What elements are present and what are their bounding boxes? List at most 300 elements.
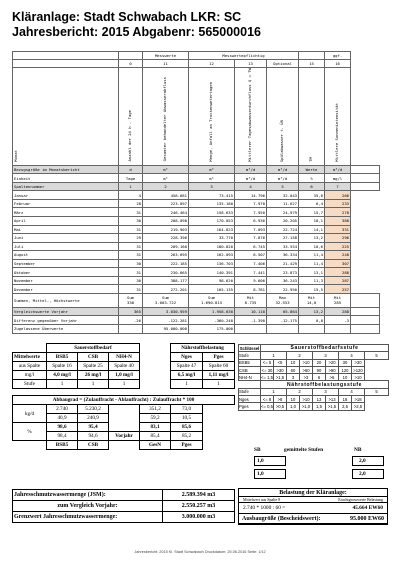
cell: Mit 285 [325, 293, 351, 307]
stufe-head-row [239, 388, 389, 395]
stufe-threshold: 1,0 [287, 403, 300, 410]
kgd-label: kg/d [13, 405, 47, 423]
report-header [12, 10, 392, 40]
row-label: Einheit [13, 174, 119, 183]
month-cell: 288 [325, 268, 351, 277]
cell: Sum 1.690.815 [189, 293, 235, 307]
month-cell: 6,4 [299, 199, 325, 208]
stufe-threshold: 2,5 [339, 403, 352, 410]
stufe-head: 5 [365, 388, 389, 395]
stufe-head: 2 [287, 352, 313, 359]
abbau-footer-col: CSB [78, 441, 109, 450]
month-cell: 29 [119, 234, 143, 243]
stufe-threshold: >60 [300, 366, 313, 373]
abbau-footer-col: GesN [140, 441, 171, 450]
jsm-label: Jahresschmutzwassermenge (JSM): [13, 490, 163, 501]
month-name: Oktober [13, 268, 119, 277]
month-cell: 225 [325, 242, 351, 251]
value-csb: 26 mg/l [78, 371, 109, 380]
naehrstoff-title: Nährstoffbelastung [171, 344, 235, 353]
cell: 175.000 [189, 325, 235, 334]
schluessel-label: Schlüssel [239, 345, 260, 351]
col-csb: CSB [78, 353, 109, 362]
month-cell: 165.135 [189, 285, 235, 294]
stufe-head: 3 [313, 388, 339, 395]
month-cell: 33.554 [267, 242, 299, 251]
load-table [12, 343, 235, 389]
stufe-head: 3 [313, 352, 339, 359]
stufe-threshold: 10 [287, 359, 300, 366]
stufe-head-row [239, 352, 389, 359]
month-cell: 28 [119, 199, 143, 208]
cell: m³/d [235, 165, 267, 174]
cell: 65.864 [267, 307, 299, 316]
row-label: Spaltennummer [13, 182, 119, 191]
stufe-param: CSB [239, 366, 261, 373]
stufe-threshold: >8 [274, 396, 287, 403]
abbau-cell: 351,2 [140, 405, 171, 414]
cell: 0,8 [299, 316, 325, 325]
value-nh4n: 1,0 mg/l [109, 371, 140, 380]
month-cell: 7.970 [235, 199, 267, 208]
monthly-table [12, 51, 380, 334]
month-cell: 31 [119, 242, 143, 251]
row-label: Summen, Mittel-, Höchstwerte [13, 293, 119, 307]
stufe-threshold: 90 [313, 366, 326, 373]
month-cell: 10,6 [299, 242, 325, 251]
month-cell: 20.205 [267, 216, 299, 225]
abbau-cell: 2.740 [47, 405, 78, 414]
abbau-footer-col [109, 441, 140, 450]
cell: Max 32.553 [267, 293, 299, 307]
cell: Sum 338 [119, 293, 143, 307]
cell [351, 182, 380, 191]
stufe-threshold: >1,5 [274, 374, 287, 381]
col-pges: Pges [203, 353, 235, 362]
month-cell: 162.093 [189, 251, 235, 260]
month-cell: 7.406 [235, 259, 267, 268]
month-cell: 36.334 [267, 251, 299, 260]
value-pges: 1,11 mg/l [203, 371, 235, 380]
stufe-threshold: <= 8 [261, 396, 274, 403]
belastung-calc: 2.740 * 1000 : 60 = [243, 505, 286, 511]
month-cell: 287 [325, 276, 351, 285]
stufe-value: 1 [47, 380, 78, 389]
mittelwerte-label: Mittelwerte [13, 353, 47, 362]
month-row [13, 208, 380, 217]
cell [351, 316, 380, 325]
cell: 4 [235, 182, 267, 191]
month-cell: 170.053 [189, 216, 235, 225]
month-cell: 35,0 [299, 191, 325, 200]
ausbau-value: 95.000 EW60 [349, 516, 384, 522]
cell [351, 293, 380, 307]
month-name: März [13, 208, 119, 217]
abbaugrad-table [12, 395, 235, 450]
stufe-threshold: >10 [352, 374, 365, 381]
cell: -122.281 [143, 316, 189, 325]
row-label: Zugelassene Überwerte [13, 325, 119, 334]
cell: m³ [143, 165, 189, 174]
sb-label: SB [254, 447, 261, 453]
month-cell: 22.724 [267, 225, 299, 234]
abbau-footer-col: Pges [171, 441, 203, 450]
header-line-2: Jahresbericht: 2015 Abgabenr: 565000016 [12, 25, 261, 39]
cell: % [299, 174, 325, 183]
sauerstoff-stufe-title-row [239, 345, 389, 352]
abbau-cell: 98,4 [47, 432, 78, 441]
cell: m³/d [267, 174, 299, 183]
abbau-cell: 94,6 [78, 432, 109, 441]
belastung-sub-2: Erachtgrosswerte Belastung [338, 497, 383, 502]
jsm-limit-value: 3.000.000 m3 [163, 512, 235, 523]
abbau-cell: 85,2 [171, 432, 203, 441]
month-cell: 98.620 [189, 276, 235, 285]
naehrstoff-stufe-title: Nährstoffbelastungsstufe [261, 381, 389, 388]
month-cell: 222.185 [143, 259, 189, 268]
month-cell: 458.681 [143, 191, 189, 200]
month-row [13, 216, 380, 225]
ausbau-label: Ausbaugröße (Bescheidswert): [242, 516, 321, 522]
value-nges: 6,5 mg/l [171, 371, 203, 380]
abbaugrad-title: Abbaugrad = (Zulauffracht - Ablauffracht) : Zulauffracht * 100 [13, 396, 235, 405]
month-cell: 278 [325, 208, 351, 217]
cell: m³/d [325, 165, 351, 174]
month-cell: 15,5 [299, 285, 325, 294]
month-cell: 296 [325, 234, 351, 243]
month-cell: 30 [119, 259, 143, 268]
stufe-row [239, 374, 389, 381]
cell: -3 [325, 316, 351, 325]
month-name: August [13, 251, 119, 260]
jsm-prev-value: 2.550.257 m3 [163, 501, 235, 512]
stufe-threshold: >30 [352, 359, 365, 366]
month-cell: 27.158 [267, 234, 299, 243]
cell: 288 [325, 307, 351, 316]
cell: 3.030.959 [143, 307, 189, 316]
stufe-head: 1 [261, 388, 287, 395]
month-cell: 266 [325, 191, 351, 200]
stufe-threshold: >0,5 [274, 403, 287, 410]
stufe-param: BSB5 [239, 359, 261, 366]
cell: m³ [189, 174, 235, 183]
spalte-ref: Spalte 60 [203, 362, 235, 371]
stufe-head: 2 [287, 388, 313, 395]
abbau-cell: 5.230,2 [78, 405, 109, 414]
month-cell: 13,1 [299, 268, 325, 277]
month-cell: 24.979 [267, 208, 299, 217]
stufe-value: 1 [109, 380, 140, 389]
cell: -1.390 [235, 316, 267, 325]
month-cell: 11.627 [267, 199, 299, 208]
month-cell: 164.823 [189, 225, 235, 234]
cell [325, 325, 351, 334]
stufe-threshold: <= 30 [261, 367, 273, 373]
month-cell: 21.429 [267, 259, 299, 268]
month-name: April [13, 216, 119, 225]
stufe-threshold: 120 [339, 366, 352, 373]
month-cell: 11,4 [299, 251, 325, 260]
cell [351, 325, 380, 334]
gemittelte-title: gemittelte Stufen [284, 447, 324, 453]
month-cell: 33.770 [189, 234, 235, 243]
cell: 13,2 [299, 307, 325, 316]
stufe-threshold: <5 [274, 359, 287, 366]
cell: 95.000.000 [143, 325, 189, 334]
abbau-cell: 10,5 [171, 414, 203, 423]
header-code: 15 [299, 60, 325, 68]
code-row [13, 60, 380, 68]
month-row [13, 268, 380, 277]
col-header: Menge, Anfall an Trockenwetertagen [208, 82, 214, 162]
stufe-threshold: >10 [300, 359, 313, 366]
sb-value-2: 1,0 [254, 469, 286, 479]
jsm-value: 2.589.394 m3 [163, 490, 235, 501]
cell: 2 [143, 182, 189, 191]
stufe-param: Pges [239, 403, 261, 410]
units-row [13, 165, 380, 174]
month-cell: 7.093 [235, 225, 267, 234]
cell: Mit 14,0 [299, 293, 325, 307]
jsm-table [12, 489, 235, 523]
stufe-row [239, 359, 389, 366]
page-footer: Jahresbericht: 2015 Kl. Stadt Schwabach Druckdatum: 25.06.2016 Seite: 1/12 [134, 550, 266, 554]
stufe-threshold: 3 [287, 374, 300, 381]
month-cell: 23.873 [267, 268, 299, 277]
month-cell: 180.820 [189, 242, 235, 251]
cell: Werte [299, 165, 325, 174]
month-cell: 6.745 [235, 242, 267, 251]
month-name: Januar [13, 191, 119, 200]
stufe-param: Nges [239, 396, 261, 403]
stufe-threshold: 13 [313, 396, 326, 403]
month-cell: 7.950 [235, 208, 267, 217]
month-cell: 31 [119, 208, 143, 217]
row-label: Bezugsgröße im Monatsbericht [13, 165, 119, 174]
stufe-threshold: >18 [352, 396, 365, 403]
month-cell: 9.606 [235, 276, 267, 285]
nb-value: 2,0 [352, 456, 384, 466]
col-header: Spülabwasser t. ÜR [279, 119, 285, 162]
cell [267, 325, 299, 334]
cell [235, 325, 267, 334]
stufe-threshold: <= 1,5 [261, 374, 273, 380]
month-cell: 248 [325, 251, 351, 260]
cell: m³/d [235, 174, 267, 183]
abbau-cell: 85,6 [171, 423, 203, 432]
cell: 5 [267, 182, 299, 191]
stufe-threshold: 10 [339, 374, 352, 381]
stufe-head: Stufe [239, 352, 261, 359]
cell: -360.248 [189, 316, 235, 325]
month-cell: 158.633 [189, 208, 235, 217]
group-messwertepflichtig: Messwertepflichtig [189, 52, 299, 60]
month-cell: 18,1 [299, 216, 325, 225]
row-label: Differenz gegenüber Vorjahr [13, 316, 119, 325]
month-name: Februar [13, 199, 119, 208]
cell: m³/d [267, 165, 299, 174]
month-cell: 15,7 [299, 208, 325, 217]
month-cell: 6.936 [235, 216, 267, 225]
month-cell: 11,3 [299, 276, 325, 285]
cell [119, 325, 143, 334]
abbau-cell: 95,4 [78, 423, 109, 432]
row-label: Vergleichswerte Vorjahr [13, 307, 119, 316]
vorjahr-label: Vorjahr [109, 432, 140, 441]
month-cell: 140.391 [189, 268, 235, 277]
cell: Sum 3.003.722 [143, 293, 189, 307]
month-cell: 223.097 [143, 199, 189, 208]
month-cell: 209.160 [143, 242, 189, 251]
cell: 3 [189, 182, 235, 191]
stufe-threshold: <= 0,5 [261, 404, 273, 410]
cell [351, 174, 380, 183]
month-row [13, 251, 380, 260]
month-cell: 136.703 [189, 259, 235, 268]
aus-spalte-label: aus Spalte [13, 362, 47, 371]
stufe-threshold: >3 [300, 374, 313, 381]
col-nh4n: NH4-N [109, 353, 140, 362]
belastung-ew: 45.664 EW60 [352, 505, 383, 511]
belastung-sub-1: Mittelwert aus Spalte 8 [243, 497, 281, 502]
stufe-threshold: >120 [353, 367, 363, 373]
cell: 10.110 [235, 307, 267, 316]
month-name: Juni [13, 234, 119, 243]
month-name: Mai [13, 225, 119, 234]
month-cell: 8.781 [235, 285, 267, 294]
col-header: Monat [13, 149, 18, 162]
month-cell: 22.950 [267, 285, 299, 294]
stufe-threshold: >90 [326, 366, 339, 373]
col-nges: Nges [171, 353, 203, 362]
abbau-cell: 98,6 [47, 423, 78, 432]
month-cell: 13,2 [299, 234, 325, 243]
naehrstoff-stufe-title-row [239, 381, 389, 388]
cell [351, 307, 380, 316]
stufe-threshold: 18 [339, 396, 352, 403]
stufe-threshold: 60 [287, 366, 300, 373]
month-cell: 11,4 [299, 259, 325, 268]
month-row [13, 225, 380, 234]
abbau-cell: 85,4 [140, 432, 171, 441]
stufe-threshold: 20 [313, 359, 326, 366]
month-cell: 14,1 [299, 225, 325, 234]
spalte-ref: Spalte 47 [171, 362, 203, 371]
header-line-1: Kläranlage: Stadt Schwabach LKR: SC [12, 10, 242, 24]
stufe-threshold: >1,0 [300, 403, 313, 410]
stufen-reference-table [238, 344, 389, 411]
stufe-head: 5 [365, 352, 389, 359]
month-cell: 307 [325, 259, 351, 268]
col-header: Mittlere Sonnenintensität [334, 103, 340, 162]
stufe-head: 1 [261, 352, 287, 359]
stufe-threshold: >2,5 [352, 403, 365, 410]
month-cell: 135.180 [189, 199, 235, 208]
cell: Mit 8.735 [235, 293, 267, 307]
stufe-value: 1 [171, 380, 203, 389]
month-row [13, 259, 380, 268]
month-cell: 228.396 [143, 234, 189, 243]
stufe-row [239, 366, 389, 373]
month-cell: 14.796 [235, 191, 267, 200]
stufe-value: 1 [203, 380, 235, 389]
nb-value-2: 2,0 [352, 469, 384, 479]
cell: m³ [143, 174, 189, 183]
month-cell: 30 [119, 276, 143, 285]
col-header: Anzahl der 24 h - Tage [127, 110, 133, 162]
month-name: November [13, 276, 119, 285]
pct-label: % [13, 423, 47, 441]
spalte-ref: Spalte 16 [47, 362, 78, 371]
month-row [13, 276, 380, 285]
abbau-cell: 240,9 [78, 414, 109, 423]
cell [351, 165, 380, 174]
month-cell: 230.665 [143, 268, 189, 277]
ausbau-box [238, 513, 388, 525]
diff-row [13, 316, 380, 325]
stufe-row [239, 396, 389, 403]
month-cell: 246.464 [143, 208, 189, 217]
stufe-threshold: >10 [300, 396, 313, 403]
group-optional: Optional [267, 60, 299, 68]
month-row [13, 242, 380, 251]
column-header-row [13, 68, 380, 166]
cell: 7 [325, 182, 351, 191]
stufe-param: NH4-N [239, 374, 261, 381]
stufe-threshold: >30 [274, 366, 287, 373]
sauerstoff-title: Sauerstoffbedarf [47, 344, 140, 353]
spalten-row [13, 182, 380, 191]
header-code: 12 [189, 60, 235, 68]
stufe-label: Stufe [13, 380, 47, 389]
month-cell: 31 [119, 285, 143, 294]
month-cell: 31 [119, 251, 143, 260]
cell: mg/l [325, 174, 351, 183]
mgl-label: mg/l [13, 371, 47, 380]
month-name: Dezember [13, 285, 119, 294]
stufe-threshold: >20 [326, 359, 339, 366]
col-bsb5: BSB5 [47, 353, 78, 362]
cell: -12.175 [267, 316, 299, 325]
month-cell: 263.695 [143, 251, 189, 260]
extra-row [13, 325, 380, 334]
abbau-cell: 59,2 [140, 414, 171, 423]
jsm-limit-label: Grenzwert Jahresschmutzwassermenge: [13, 512, 163, 523]
month-name: Juli [13, 242, 119, 251]
stufe-threshold: >13 [326, 396, 339, 403]
cell: -26 [119, 316, 143, 325]
month-cell: 73.415 [189, 191, 235, 200]
month-cell: 32.043 [267, 191, 299, 200]
month-cell: 7.876 [235, 234, 267, 243]
month-cell: 233 [325, 199, 351, 208]
prev-year-row [13, 307, 380, 316]
col-header: Gesamter behandelter Abwasserabfluss [162, 77, 168, 162]
einheit-row [13, 174, 380, 183]
stufe-threshold: <= 5 [261, 359, 274, 366]
abbau-cell: 83,1 [140, 423, 171, 432]
header-code: 0 [119, 60, 143, 68]
gemittelte-stufen [240, 447, 388, 487]
header-code: 16 [325, 60, 351, 68]
month-row [13, 199, 380, 208]
abbau-cell: 40,9 [47, 414, 78, 423]
nb-label: NB [354, 447, 362, 453]
month-row [13, 285, 380, 294]
abbau-cell [109, 414, 140, 423]
col-header: Mittlerer Tagesabwasserdurchfluss Q = TW [247, 68, 253, 162]
jsm-prev-label: zum Vergleich Vorjahr: [13, 501, 163, 512]
